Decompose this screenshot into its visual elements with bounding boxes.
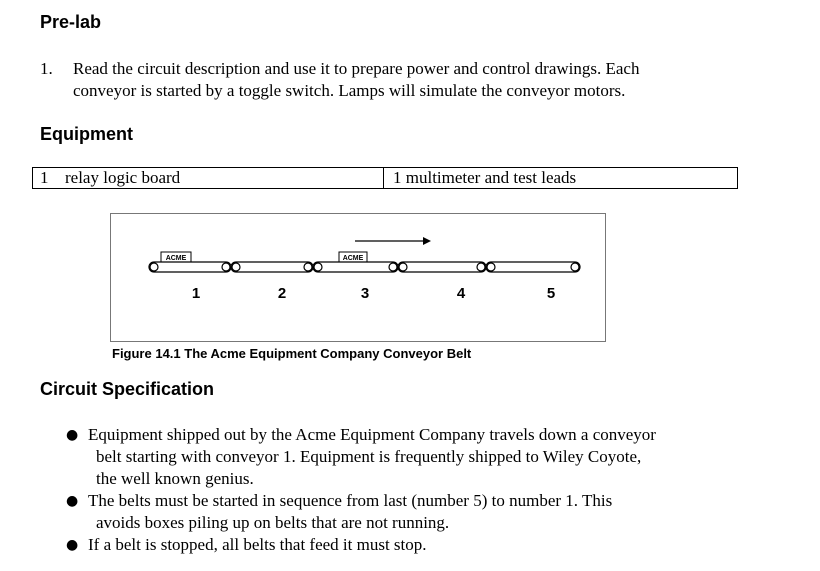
conveyor-number-2: 2	[277, 285, 287, 302]
circuit-spec-list	[66, 424, 756, 556]
bullet-3-line-1: If a belt is stopped, all belts that feed it must stop.	[88, 535, 427, 554]
bullet-1-line-2: belt starting with conveyor 1. Equipment is frequently shipped to Wiley Coyote,	[96, 447, 642, 466]
equipment-item-2: 1 multimeter and test leads	[393, 168, 577, 187]
equipment-cell-left	[33, 168, 384, 188]
bullet-1-line-1: Equipment shipped out by the Acme Equipment Company travels down a conveyor	[88, 425, 656, 444]
list-item	[66, 490, 756, 534]
bullet-icon: ●	[66, 493, 79, 509]
bullet-icon: ●	[66, 427, 79, 443]
equipment-heading: Equipment	[40, 124, 133, 144]
conveyor-number-3: 3	[360, 285, 370, 302]
equipment-qty: 1	[40, 168, 49, 187]
conveyor-number-1: 1	[191, 285, 201, 302]
prelab-heading: Pre-lab	[40, 12, 102, 32]
acme-box-2-label: ACME	[342, 255, 364, 262]
conveyor-figure	[110, 213, 606, 342]
acme-box-1-label: ACME	[165, 255, 187, 262]
prelab-item-line-1: Read the circuit description and use it to prepare power and control drawings. Each	[73, 59, 640, 78]
acme-box-1	[161, 252, 191, 262]
conveyor-belt-1	[149, 262, 231, 272]
conveyor-belt-5	[486, 262, 580, 272]
figure-caption: Figure 14.1 The Acme Equipment Company Conveyor Belt	[112, 346, 472, 361]
equipment-item-1: relay logic board	[65, 168, 181, 187]
prelab-item-text	[73, 58, 639, 102]
bullet-2-line-1: The belts must be started in sequence from last (number 5) to number 1. This	[88, 491, 613, 510]
circuit-spec-heading: Circuit Specification	[40, 379, 215, 399]
acme-box-2	[339, 252, 367, 262]
conveyor-belt-2	[231, 262, 313, 272]
conveyor-number-5: 5	[546, 285, 556, 302]
equipment-table	[32, 167, 738, 189]
prelab-item-line-2: conveyor is started by a toggle switch. Lamps will simulate the conveyor motors.	[73, 81, 626, 100]
prelab-item-number: 1.	[40, 59, 53, 78]
direction-arrow	[355, 237, 431, 245]
conveyor-belt-4	[398, 262, 486, 272]
bullet-1-line-3: the well known genius.	[96, 469, 254, 488]
list-item	[66, 534, 756, 556]
bullet-2-line-2: avoids boxes piling up on belts that are not running.	[96, 513, 450, 532]
conveyor-diagram	[111, 214, 605, 341]
bullet-icon: ●	[66, 537, 79, 553]
conveyor-belt-3	[313, 262, 398, 272]
conveyor-number-4: 4	[456, 285, 466, 302]
list-item	[66, 424, 756, 490]
